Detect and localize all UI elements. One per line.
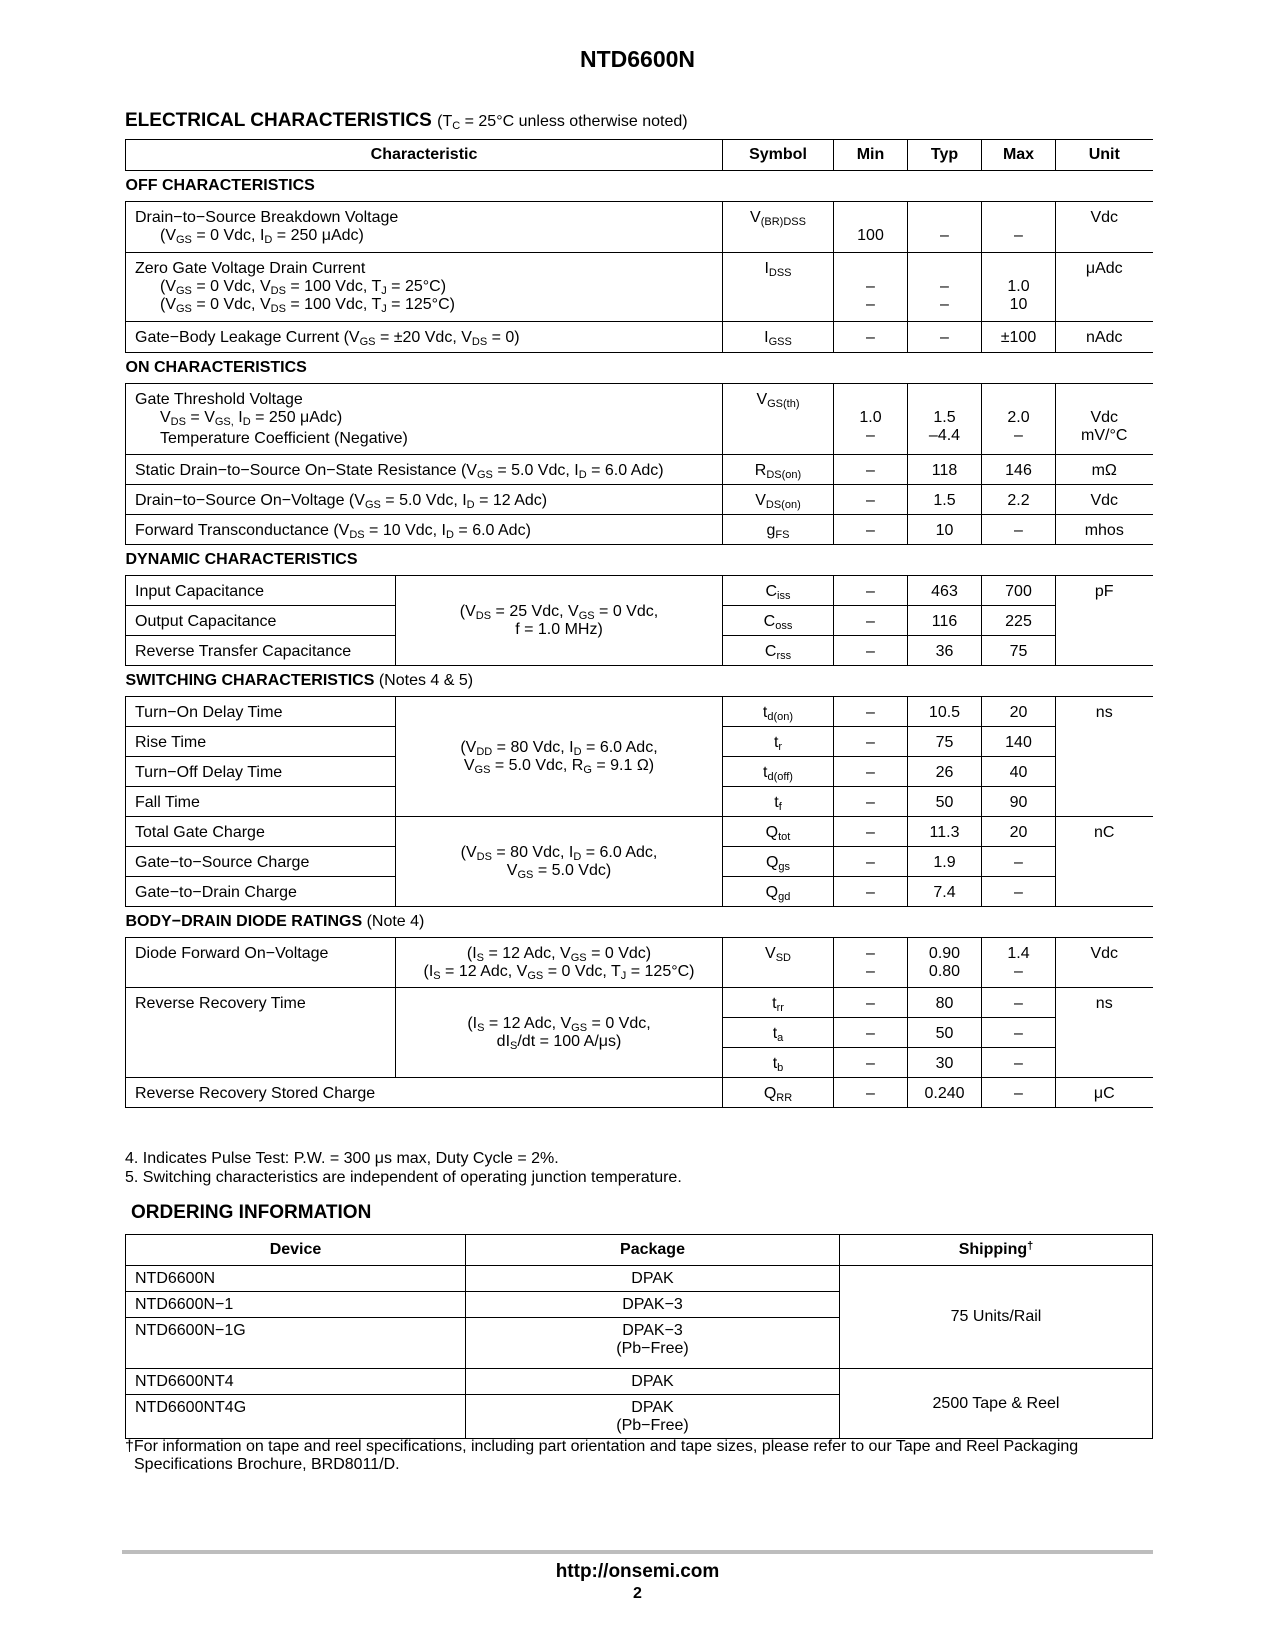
page-title: NTD6600N — [579, 46, 696, 72]
table-row — [126, 1078, 1153, 1108]
symbol-cell: $t_{d(off)}$ — [723, 757, 834, 787]
symbol-cell: $t_b$ — [723, 1048, 834, 1078]
min-cell: – — [834, 727, 908, 757]
symbol-cell: $I_{DSS}$ — [723, 253, 834, 322]
symbol-cell: $I_{GSS}$ — [723, 322, 834, 353]
typ-cell: 50 — [908, 787, 982, 817]
max-cell: 700 — [982, 576, 1056, 606]
unit-cell: ns — [1056, 697, 1153, 817]
table-row — [126, 697, 1153, 727]
unit-cell: pF — [1056, 576, 1153, 666]
max-cell: 75 — [982, 636, 1056, 666]
device-cell: NTD6600NT4 — [126, 1369, 466, 1395]
test-condition-cell: ($V_{DS} = 80$ Vdc, $I_D = 6.0$ Adc, $V_{GS} = 5.0$ Vdc) — [396, 817, 723, 907]
table-row — [126, 1369, 1153, 1395]
test-condition-cell: ($I_S = 12$ Adc, $V_{GS} = 0$ Vdc) ($I_S = 12$ Adc, $V_{GS} = 0$ Vdc, $T_J = 125^\circ C$) — [396, 938, 723, 988]
unit-cell: Vdc — [1056, 938, 1153, 988]
min-cell: – – — [834, 253, 908, 322]
max-cell: 2.0 – — [982, 384, 1056, 455]
unit-cell: μAdc — [1056, 253, 1153, 322]
max-cell: 40 — [982, 757, 1056, 787]
header-unit: Unit — [1056, 140, 1153, 171]
symbol-cell: $R_{DS(on)}$ — [723, 455, 834, 485]
typ-cell: 26 — [908, 757, 982, 787]
symbol-cell: $t_f$ — [723, 787, 834, 817]
group-dynamic-characteristics: DYNAMIC CHARACTERISTICS — [125, 551, 358, 568]
unit-cell: Vdc — [1056, 202, 1153, 253]
header-typ: Typ — [908, 140, 982, 171]
table-row — [126, 322, 1153, 353]
min-cell: – — [834, 988, 908, 1018]
table-row — [126, 1266, 1153, 1292]
min-cell: – — [834, 787, 908, 817]
typ-cell: 80 — [908, 988, 982, 1018]
table-row — [126, 253, 1153, 322]
unit-cell: mΩ — [1056, 455, 1153, 485]
row-label: Static Drain−to−Source On−State Resistance ($V_{GS} = 5.0$ Vdc, $I_D = 6.0$ Adc) — [126, 455, 723, 485]
electrical-characteristics-heading: ELECTRICAL CHARACTERISTICS ($T_C = 25^\circ C$ unless otherwise noted) — [125, 110, 688, 132]
package-cell: DPAK (Pb−Free) — [466, 1395, 840, 1439]
row-label: Zero Gate Voltage Drain Current ($V_{GS} = 0$ Vdc, $V_{DS} = 100$ Vdc, $T_J = 25^\circ C$) ($V_{GS} = 0$ Vdc, $V_{DS} = 100$ Vdc, $T_J = 125^\circ C$) — [126, 253, 723, 322]
group-body-drain-diode-ratings: BODY−DRAIN DIODE RATINGS (Note 4) — [125, 913, 425, 930]
test-condition-cell: ($V_{DS} = 25$ Vdc, $V_{GS} = 0$ Vdc, f = 1.0 MHz) — [396, 576, 723, 666]
row-label: Rise Time — [126, 727, 396, 757]
unit-cell: ns — [1056, 988, 1153, 1078]
row-label: Reverse Recovery Stored Charge — [126, 1078, 723, 1108]
unit-cell: mhos — [1056, 515, 1153, 545]
row-label: Gate−to−Drain Charge — [126, 877, 396, 907]
unit-cell: nC — [1056, 817, 1153, 907]
table-row — [126, 455, 1153, 485]
package-cell: DPAK — [466, 1369, 840, 1395]
test-condition-cell: ($V_{DD} = 80$ Vdc, $I_D = 6.0$ Adc, $V_{GS} = 5.0$ Vdc, $R_G = 9.1$ Ω) — [396, 697, 723, 817]
header-shipping: Shipping† — [840, 1235, 1153, 1266]
min-cell: 100 — [834, 202, 908, 253]
max-cell: 20 — [982, 817, 1056, 847]
table-notes — [125, 1149, 682, 1187]
symbol-cell: $Q_{tot}$ — [723, 817, 834, 847]
group-switching-characteristics: SWITCHING CHARACTERISTICS (Notes 4 & 5) — [125, 672, 474, 689]
max-cell: ±100 — [982, 322, 1056, 353]
note-5: 5. Switching characteristics are independent of operating junction temperature. — [125, 1169, 682, 1186]
ordering-information-heading: ORDERING INFORMATION — [131, 1202, 372, 1223]
typ-cell: 1.5 –4.4 — [908, 384, 982, 455]
typ-cell: 1.9 — [908, 847, 982, 877]
row-label: Gate−to−Source Charge — [126, 847, 396, 877]
device-cell: NTD6600N — [126, 1266, 466, 1292]
min-cell: – — [834, 1048, 908, 1078]
row-label: Total Gate Charge — [126, 817, 396, 847]
row-label: Turn−On Delay Time — [126, 697, 396, 727]
row-label: Forward Transconductance ($V_{DS} = 10$ Vdc, $I_D = 6.0$ Adc) — [126, 515, 723, 545]
max-cell: – — [982, 1078, 1056, 1108]
row-label: Turn−Off Delay Time — [126, 757, 396, 787]
ordering-information-table — [125, 1234, 1153, 1439]
table-row — [126, 817, 1153, 847]
max-cell: 1.4 – — [982, 938, 1056, 988]
symbol-cell: $C_{rss}$ — [723, 636, 834, 666]
symbol-cell: $t_a$ — [723, 1018, 834, 1048]
min-cell: – — [834, 817, 908, 847]
min-cell: – — [834, 515, 908, 545]
group-off-characteristics: OFF CHARACTERISTICS — [125, 177, 315, 194]
typ-cell: 0.90 0.80 — [908, 938, 982, 988]
row-label: Reverse Transfer Capacitance — [126, 636, 396, 666]
typ-cell: 1.5 — [908, 485, 982, 515]
shipping-cell: 2500 Tape & Reel — [840, 1369, 1153, 1439]
unit-cell: Vdc — [1056, 485, 1153, 515]
package-cell: DPAK−3 — [466, 1292, 840, 1318]
row-label: Output Capacitance — [126, 606, 396, 636]
typ-cell: 0.240 — [908, 1078, 982, 1108]
group-on-characteristics: ON CHARACTERISTICS — [125, 359, 307, 376]
symbol-cell: $V_{GS(th)}$ — [723, 384, 834, 455]
min-cell: 1.0 – — [834, 384, 908, 455]
max-cell: 2.2 — [982, 485, 1056, 515]
table-row — [126, 576, 1153, 606]
device-cell: NTD6600N−1G — [126, 1318, 466, 1369]
symbol-cell: $C_{oss}$ — [723, 606, 834, 636]
max-cell: 140 — [982, 727, 1056, 757]
min-cell: – — [834, 455, 908, 485]
min-cell: – — [834, 877, 908, 907]
max-cell: 225 — [982, 606, 1056, 636]
header-device: Device — [126, 1235, 466, 1266]
min-cell: – — [834, 1018, 908, 1048]
row-label: Diode Forward On−Voltage — [126, 938, 396, 988]
row-label: Drain−to−Source Breakdown Voltage ($V_{GS} = 0$ Vdc, $I_D = 250$ μAdc) — [126, 202, 723, 253]
max-cell: 20 — [982, 697, 1056, 727]
min-cell: – — [834, 485, 908, 515]
typ-cell: 118 — [908, 455, 982, 485]
typ-cell: – — [908, 322, 982, 353]
table-row — [126, 988, 1153, 1018]
row-label: Gate Threshold Voltage $V_{DS} = V_{GS,}$ $I_D = 250$ μAdc) Temperature Coefficient (Negative) — [126, 384, 723, 455]
min-cell: – – — [834, 938, 908, 988]
row-label: Drain−to−Source On−Voltage ($V_{GS} = 5.0$ Vdc, $I_D = 12$ Adc) — [126, 485, 723, 515]
symbol-cell: $t_{rr}$ — [723, 988, 834, 1018]
test-condition-cell: ($I_S = 12$ Adc, $V_{GS} = 0$ Vdc, $dI_S/dt = 100$ A/μs) — [396, 988, 723, 1078]
device-cell: NTD6600N−1 — [126, 1292, 466, 1318]
typ-cell: 7.4 — [908, 877, 982, 907]
symbol-cell: $C_{iss}$ — [723, 576, 834, 606]
max-cell: – — [982, 847, 1056, 877]
typ-cell: – – — [908, 253, 982, 322]
header-package: Package — [466, 1235, 840, 1266]
shipping-cell: 75 Units/Rail — [840, 1266, 1153, 1369]
footer-divider — [122, 1550, 1153, 1554]
min-cell: – — [834, 1078, 908, 1108]
shipping-footnote: †For information on tape and reel specifications, including part orientation and tape sizes, please refer to our Tape and Reel Packaging Specifications Brochure, BRD8011/D. — [125, 1438, 1079, 1473]
symbol-cell: $Q_{gd}$ — [723, 877, 834, 907]
typ-cell: 36 — [908, 636, 982, 666]
page-number: 2 — [633, 1585, 642, 1602]
typ-cell: 10 — [908, 515, 982, 545]
note-4: 4. Indicates Pulse Test: P.W. = 300 μs max, Duty Cycle = 2%. — [125, 1150, 559, 1167]
row-label: Gate−Body Leakage Current ($V_{GS} = \pm 20$ Vdc, $V_{DS} = 0$) — [126, 322, 723, 353]
typ-cell: 75 — [908, 727, 982, 757]
min-cell: – — [834, 322, 908, 353]
typ-cell: – — [908, 202, 982, 253]
min-cell: – — [834, 847, 908, 877]
device-cell: NTD6600NT4G — [126, 1395, 466, 1439]
symbol-cell: $t_{d(on)}$ — [723, 697, 834, 727]
typ-cell: 50 — [908, 1018, 982, 1048]
table-header-row — [126, 140, 1153, 171]
max-cell: – — [982, 1018, 1056, 1048]
typ-cell: 11.3 — [908, 817, 982, 847]
min-cell: – — [834, 757, 908, 787]
test-condition-note: ($T_C = 25^\circ C$ unless otherwise noted) — [437, 113, 688, 132]
header-characteristic: Characteristic — [126, 140, 723, 171]
max-cell: – — [982, 877, 1056, 907]
typ-cell: 30 — [908, 1048, 982, 1078]
symbol-cell: $V_{(BR)DSS}$ — [723, 202, 834, 253]
max-cell: 90 — [982, 787, 1056, 817]
max-cell: 146 — [982, 455, 1056, 485]
symbol-cell: $V_{DS(on)}$ — [723, 485, 834, 515]
row-label: Input Capacitance — [126, 576, 396, 606]
typ-cell: 10.5 — [908, 697, 982, 727]
symbol-cell: $Q_{gs}$ — [723, 847, 834, 877]
max-cell: – — [982, 988, 1056, 1018]
table-row — [126, 485, 1153, 515]
electrical-characteristics-table — [125, 139, 1153, 1108]
table-header-row — [126, 1235, 1153, 1266]
min-cell: – — [834, 576, 908, 606]
table-row — [126, 515, 1153, 545]
table-row — [126, 938, 1153, 988]
max-cell: – — [982, 202, 1056, 253]
unit-cell: Vdc mV/°C — [1056, 384, 1153, 455]
min-cell: – — [834, 697, 908, 727]
footer-url-link[interactable]: http://onsemi.com — [555, 1561, 720, 1582]
typ-cell: 116 — [908, 606, 982, 636]
typ-cell: 463 — [908, 576, 982, 606]
symbol-cell: $g_{FS}$ — [723, 515, 834, 545]
table-row — [126, 202, 1153, 253]
package-cell: DPAK — [466, 1266, 840, 1292]
header-max: Max — [982, 140, 1056, 171]
table-row — [126, 384, 1153, 455]
max-cell: 1.0 10 — [982, 253, 1056, 322]
row-label: Fall Time — [126, 787, 396, 817]
header-symbol: Symbol — [723, 140, 834, 171]
min-cell: – — [834, 636, 908, 666]
symbol-cell: $V_{SD}$ — [723, 938, 834, 988]
header-min: Min — [834, 140, 908, 171]
unit-cell: nAdc — [1056, 322, 1153, 353]
symbol-cell: $Q_{RR}$ — [723, 1078, 834, 1108]
row-label: Reverse Recovery Time — [126, 988, 396, 1078]
symbol-cell: $t_r$ — [723, 727, 834, 757]
unit-cell: μC — [1056, 1078, 1153, 1108]
max-cell: – — [982, 1048, 1056, 1078]
max-cell: – — [982, 515, 1056, 545]
package-cell: DPAK−3 (Pb−Free) — [466, 1318, 840, 1369]
min-cell: – — [834, 606, 908, 636]
